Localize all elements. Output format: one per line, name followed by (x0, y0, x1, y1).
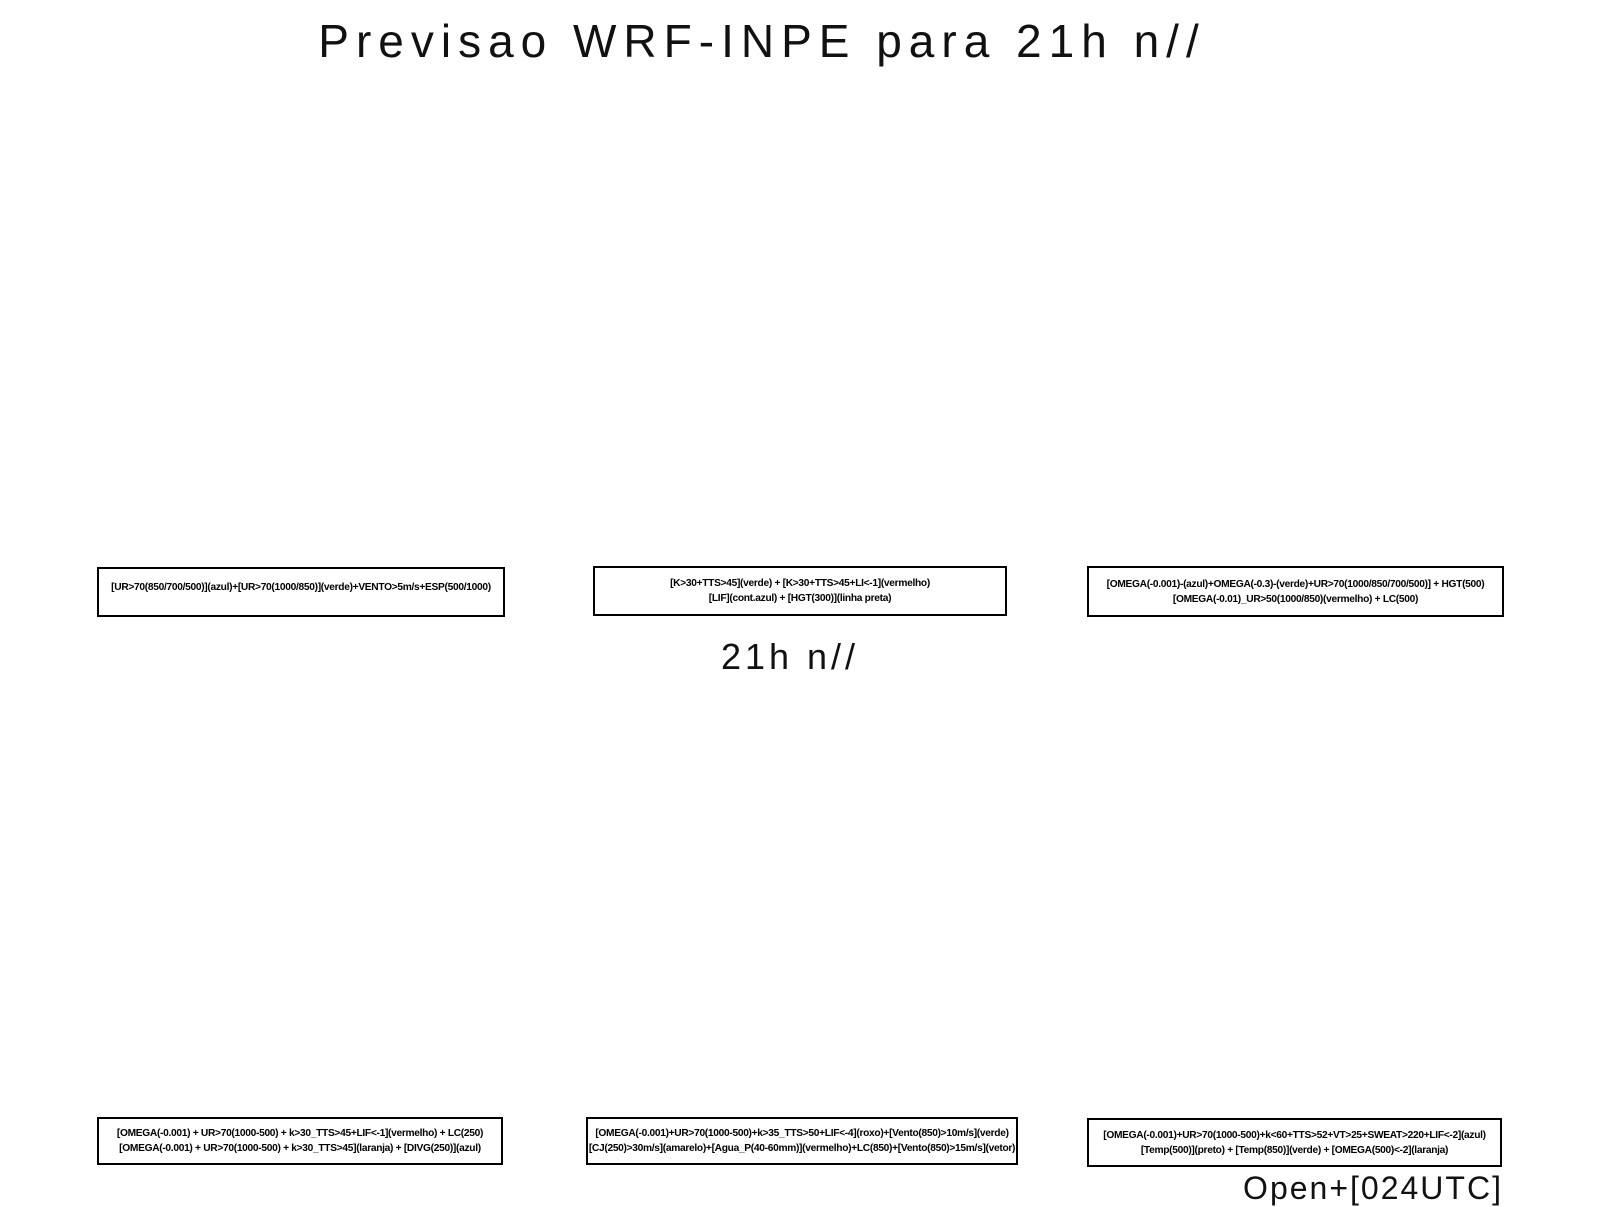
legend-line: [OMEGA(-0.001) + UR>70(1000-500) + k>30_TTS>45+LIF<-1](vermelho) + LC(250) (116, 1128, 484, 1139)
legend-line: [UR>70(850/700/500)](azul)+[UR>70(1000/850)](verde)+VENTO>5m/s+ESP(500/1000) (111, 582, 491, 593)
legend-box-bottom-left (97, 1117, 503, 1165)
legend-box-bottom-right (1087, 1118, 1502, 1167)
legend-line: [K>30+TTS>45](verde) + [K>30+TTS>45+LI<-1](vermelho) (670, 578, 930, 589)
legend-box-top-center (593, 566, 1007, 616)
legend-line: [OMEGA(-0.01)_UR>50(1000/850)(vermelho) + LC(500) (1172, 593, 1419, 605)
footer-open-label: Open+[024UTC] (1243, 1170, 1503, 1206)
legend-line: [OMEGA(-0.001)+UR>70(1000-500)+k>35_TTS>50+LIF<-4](roxo)+[Vento(850)>10m/s](verde) (595, 1128, 1009, 1139)
legend-line: [OMEGA(-0.001)-(azul)+OMEGA(-0.3)-(verde)+UR>70(1000/850/700/500)] + HGT(500) (1106, 578, 1485, 590)
legend-box-top-left (97, 567, 505, 617)
legend-line: [CJ(250)>30m/s](amarelo)+[Agua_P(40-60mm)](vermelho)+LC(850)+[Vento(850)>15m/s](vetor) (588, 1143, 1016, 1154)
legend-line: [Temp(500)](preto) + [Temp(850)](verde) + [OMEGA(500)<-2](laranja) (1140, 1144, 1449, 1156)
panel-time-label: 21h n// (720, 636, 860, 677)
legend-box-top-right (1087, 566, 1504, 617)
legend-line: [OMEGA(-0.001) + UR>70(1000-500) + k>30_TTS>45](laranja) + [DIVG(250)](azul) (119, 1143, 481, 1154)
legend-line: [OMEGA(-0.001)+UR>70(1000-500)+k<60+TTS>52+VT>25+SWEAT>220+LIF<-2](azul) (1103, 1129, 1486, 1141)
legend-line: [LIF](cont.azul) + [HGT(300)](linha preta) (708, 593, 892, 604)
page-title: Previsao WRF-INPE para 21h n// (318, 15, 1206, 67)
legend-box-bottom-center (586, 1117, 1018, 1165)
